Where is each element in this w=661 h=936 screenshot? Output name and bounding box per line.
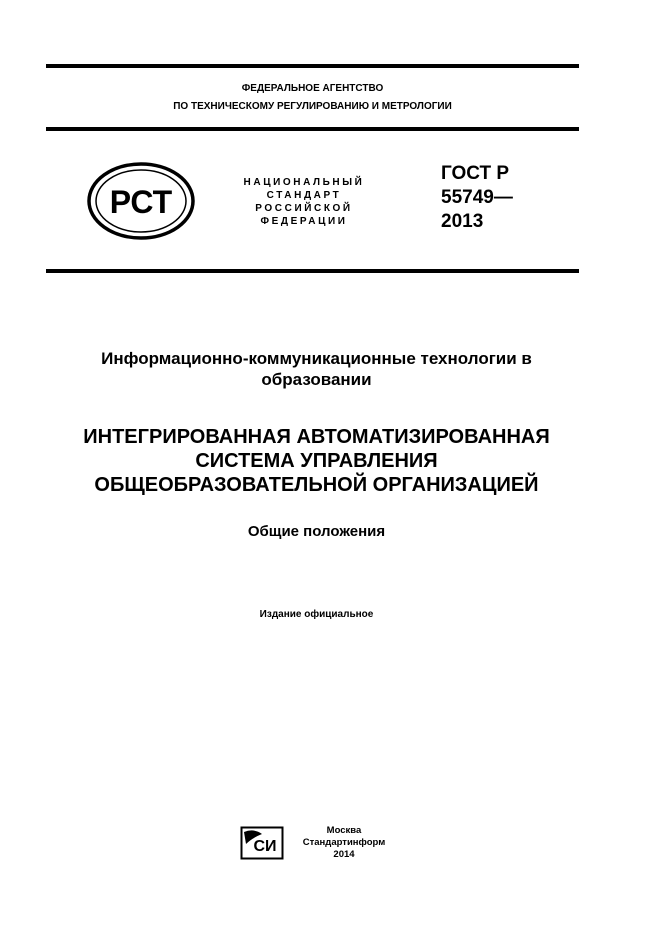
edition-note: Издание официальное [259,609,374,620]
main-title-line-2: СИСТЕМА УПРАВЛЕНИЯ [195,450,438,472]
gost-line-1: ГОСТ Р [441,163,510,184]
rst-logo [86,161,196,241]
standartinform-logo-text: СИ [253,838,277,855]
subtitle: Общие положения [247,523,386,540]
gost-number [441,162,513,234]
agency-line-1: ФЕДЕРАЛЬНОЕ АГЕНТСТВО [241,83,384,94]
main-title-line-3: ОБЩЕОБРАЗОВАТЕЛЬНОЙ ОРГАНИЗАЦИЕЙ [94,474,539,496]
standard-bottom-rule [46,269,579,273]
national-standard-label [228,176,380,228]
national-line-2: СТАНДАРТ [266,190,342,201]
main-title-line-1: ИНТЕГРИРОВАННАЯ АВТОМАТИЗИРОВАННАЯ [83,426,550,448]
national-line-4: ФЕДЕРАЦИИ [260,216,348,227]
top-rule [46,64,579,68]
rst-logo-text: РСТ [109,184,173,220]
national-line-3: РОССИЙСКОЙ [255,203,353,214]
header-bottom-rule [46,127,579,131]
gost-line-3: 2013 [441,211,484,232]
publisher-year: 2014 [333,849,355,860]
national-line-1: НАЦИОНАЛЬНЫЙ [243,177,365,188]
agency-header [46,80,579,116]
standartinform-logo [240,826,284,860]
series-title [40,348,593,390]
series-title-line-1: Информационно-коммуникационные технологии в [101,349,532,368]
publisher-info [294,825,394,861]
agency-line-2: ПО ТЕХНИЧЕСКОМУ РЕГУЛИРОВАНИЮ И МЕТРОЛОГИИ [173,101,452,112]
publisher-city: Москва [326,825,362,836]
series-title-line-2: образовании [261,370,372,389]
main-title [20,425,613,497]
publisher-name: Стандартинформ [302,837,386,848]
gost-line-2: 55749— [441,187,513,208]
